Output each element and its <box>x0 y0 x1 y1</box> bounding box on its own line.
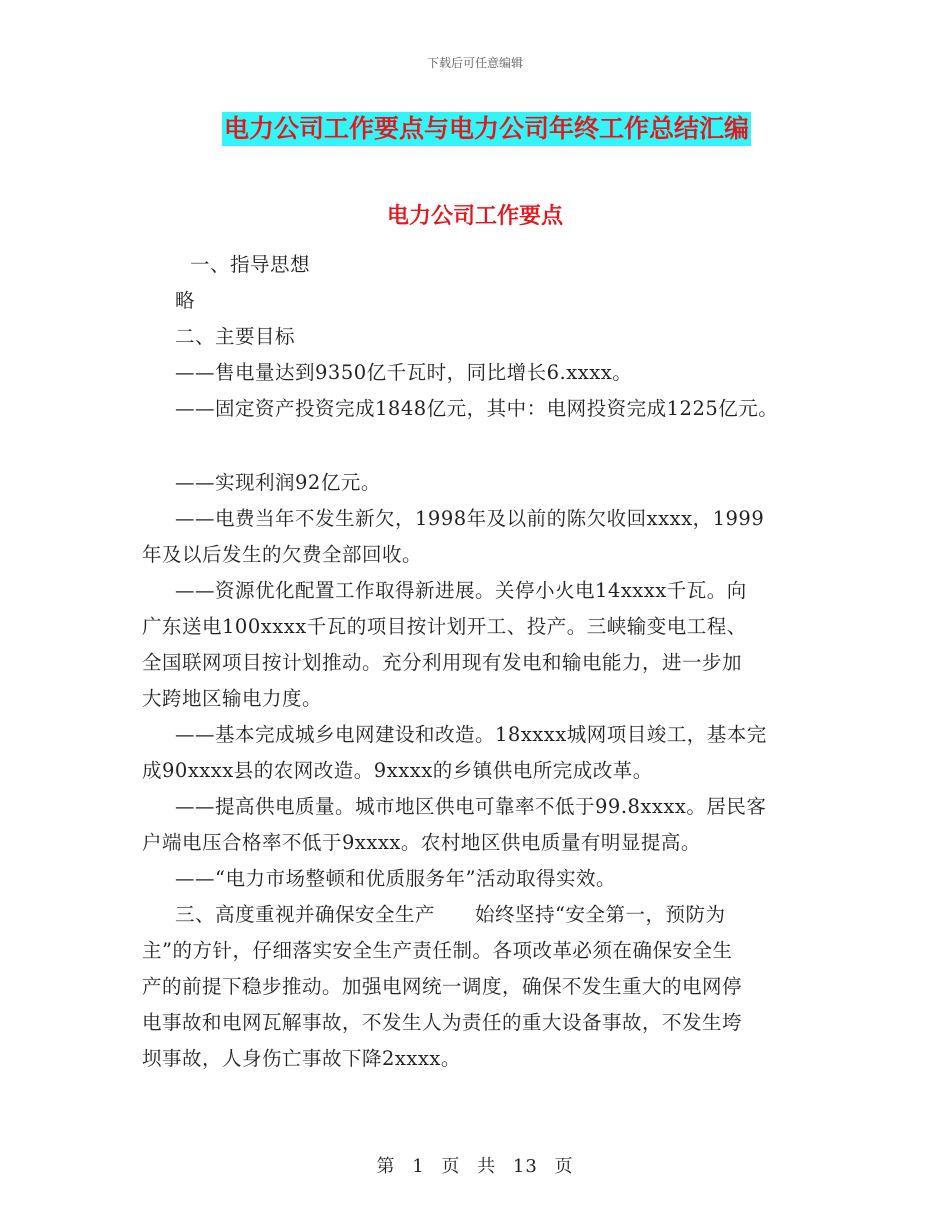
footer-total-pages: 13 <box>512 1156 538 1177</box>
paragraph-line: ——电费当年不发生新欠，1998年及以前的陈欠收回xxxx，1999 <box>175 507 765 530</box>
footer-page-mid: 页 <box>441 1156 461 1177</box>
paragraph-line: 坝事故，人身伤亡事故下降2xxxx。 <box>142 1047 461 1070</box>
blank-line <box>142 427 822 465</box>
paragraph-line: ——基本完成城乡电网建设和改造。18xxxx城网项目竣工，基本完 <box>175 723 767 746</box>
paragraph-line: ——“电力市场整顿和优质服务年”活动取得实效。 <box>175 867 616 890</box>
paragraph-line: ——固定资产投资完成1848亿元，其中：电网投资完成1225亿元。 <box>175 397 779 420</box>
page-footer <box>0 1152 950 1178</box>
footer-total-prefix: 共 <box>477 1156 497 1177</box>
paragraph-line: 全国联网项目按计划推动。充分利用现有发电和输电能力，进一步加 <box>142 651 743 674</box>
paragraph-line: 成90xxxx县的农网改造。9xxxx的乡镇供电所完成改革。 <box>142 759 653 782</box>
paragraph-line: 产的前提下稳步推动。加强电网统一调度，确保不发生重大的电网停 <box>142 975 743 998</box>
footer-page-number: 1 <box>412 1156 425 1177</box>
footer-page-prefix: 第 <box>376 1156 396 1177</box>
paragraph-line: ——提高供电质量。城市地区供电可靠率不低于99.8xxxx。居民客 <box>175 795 767 818</box>
main-title: 电力公司工作要点与电力公司年终工作总结汇编 <box>222 112 751 146</box>
heading-safety: 三、高度重视并确保安全生产 始终坚持“安全第一，预防为 <box>175 903 726 926</box>
section-title: 电力公司工作要点 <box>386 204 563 229</box>
paragraph-line: ——售电量达到9350亿千瓦时，同比增长6.xxxx。 <box>175 361 633 384</box>
paragraph-line: 电事故和电网瓦解事故，不发生人为责任的重大设备事故，不发生垮 <box>142 1011 743 1034</box>
paragraph-line: ——资源优化配置工作取得新进展。关停小火电14xxxx千瓦。向 <box>175 579 747 602</box>
heading-guiding-ideology: 一、指导思想 <box>190 253 311 276</box>
paragraph-line: 广东送电100xxxx千瓦的项目按计划开工、投产。三峡输变电工程、 <box>142 615 747 638</box>
paragraph-line: 主”的方针，仔细落实安全生产责任制。各项改革必须在确保安全生 <box>142 939 733 962</box>
heading-main-goals: 二、主要目标 <box>175 325 296 348</box>
paragraph-line: 户端电压合格率不低于9xxxx。农村地区供电质量有明显提高。 <box>142 831 701 854</box>
footer-total-suffix: 页 <box>554 1156 574 1177</box>
body-text <box>142 247 822 1077</box>
paragraph-line: 大跨地区输电力度。 <box>142 687 323 710</box>
paragraph-line: 年及以后发生的欠费全部回收。 <box>142 543 423 566</box>
paragraph-line: ——实现利润92亿元。 <box>175 471 381 494</box>
paragraph-line: 略 <box>175 289 196 312</box>
header-note: 下载后可任意编辑 <box>426 56 523 70</box>
